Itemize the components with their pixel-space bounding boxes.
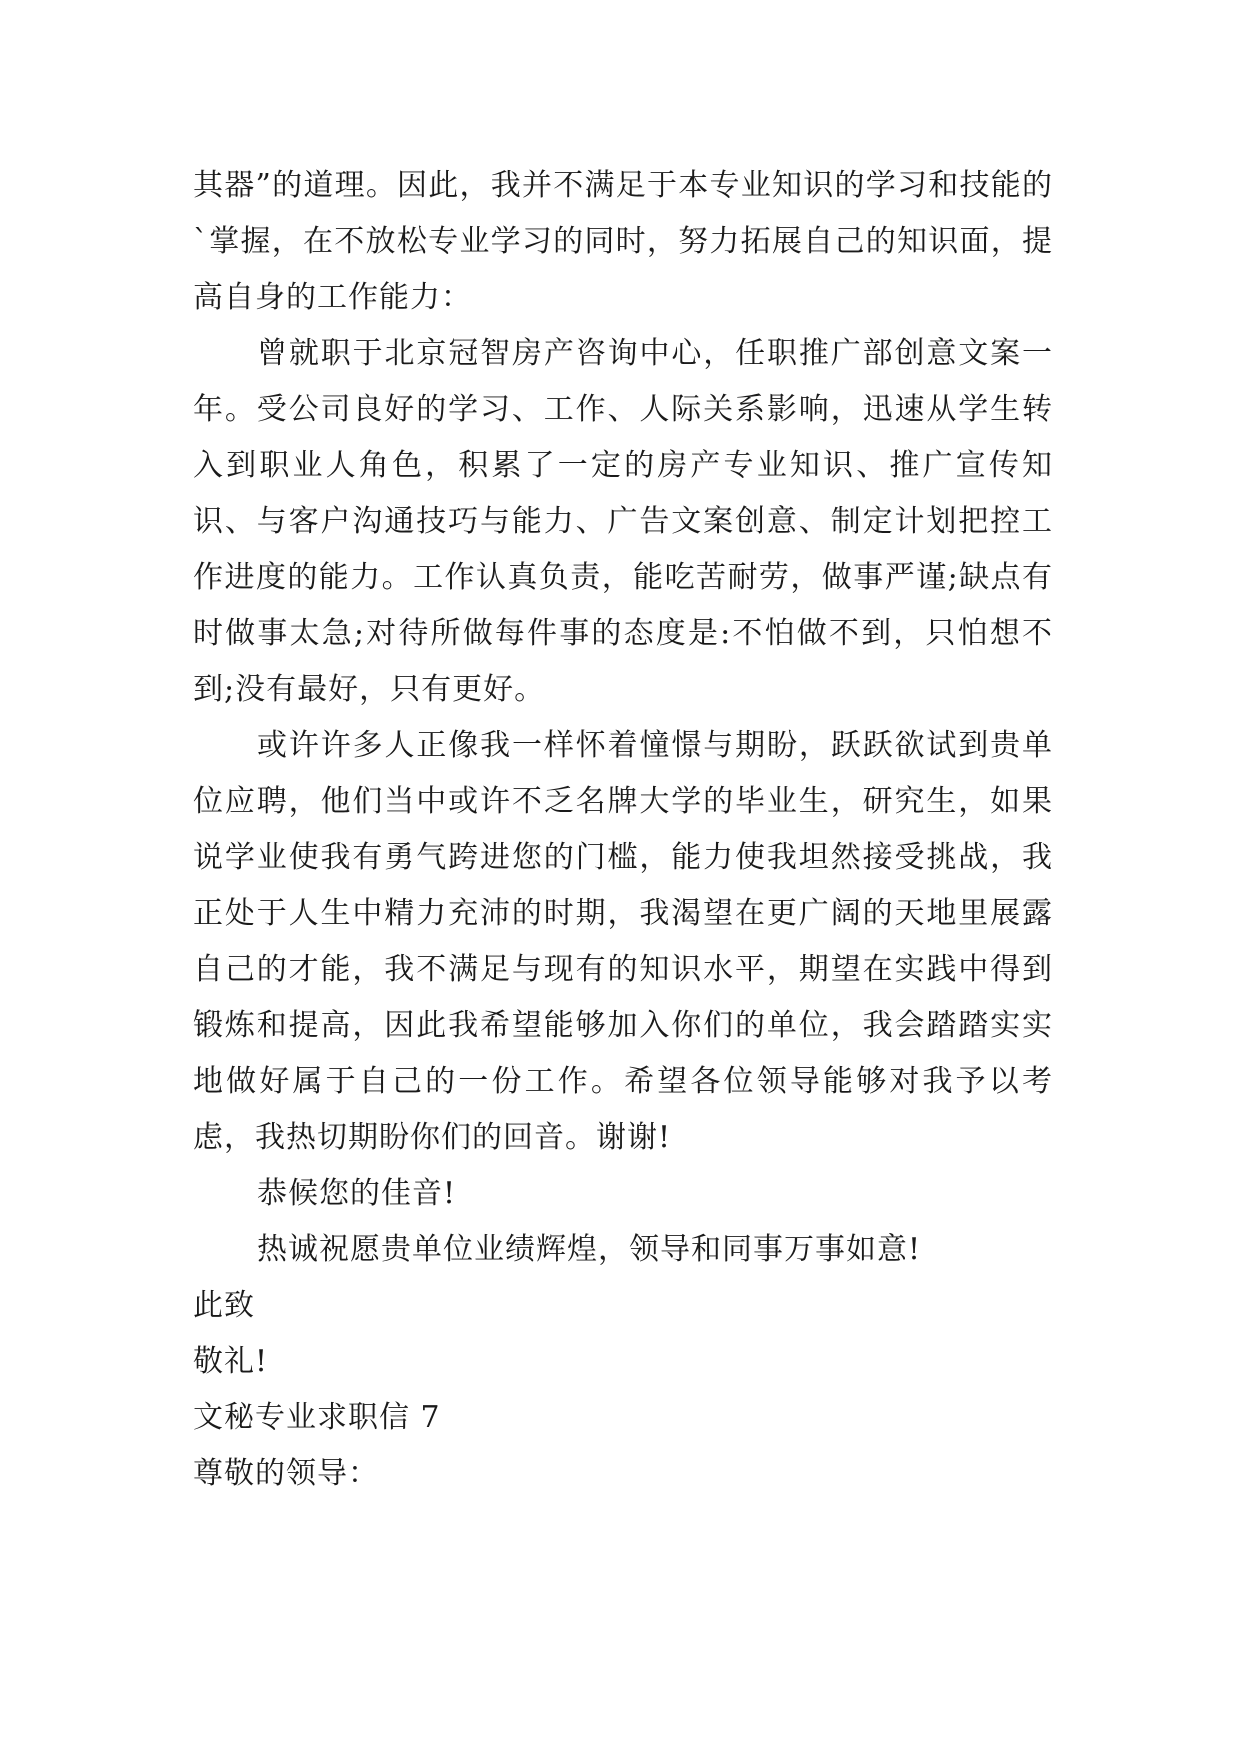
paragraph-awaiting-reply: 恭候您的佳音! — [257, 1176, 457, 1211]
letter-body — [193, 158, 1053, 1502]
salutation-cizhi: 此致 — [193, 1288, 255, 1323]
next-letter-title: 文秘专业求职信 7 — [193, 1400, 441, 1435]
salutation-jingli: 敬礼! — [193, 1344, 269, 1379]
paragraph-work-experience: 曾就职于北京冠智房产咨询中心，任职推广部创意文案一年。受公司良好的学习、工作、人际关系影响，迅速从学生转入到职业人角色，积累了一定的房产专业知识、推广宣传知识、与客户沟通技巧与能力、广告文案创意、制定计划把控工作进度的能力。工作认真负责，能吃苦耐劳，做事严谨;缺点有时做事太急;对待所做每件事的态度是:不怕做不到，只怕想不到;没有最好，只有更好。 — [193, 336, 1053, 707]
next-letter-greeting: 尊敬的领导： — [193, 1456, 379, 1491]
paragraph-best-wishes: 热诚祝愿贵单位业绩辉煌，领导和同事万事如意! — [257, 1232, 922, 1267]
paragraph-application: 或许许多人正像我一样怀着憧憬与期盼，跃跃欲试到贵单位应聘，他们当中或许不乏名牌大学的毕业生，研究生，如果说学业使我有勇气跨进您的门槛，能力使我坦然接受挑战，我正处于人生中精力充沛的时期，我渴望在更广阔的天地里展露自己的才能，我不满足与现有的知识水平，期望在实践中得到锻炼和提高，因此我希望能够加入你们的单位，我会踏踏实实地做好属于自己的一份工作。希望各位领导能够对我予以考虑，我热切期盼你们的回音。谢谢! — [193, 728, 1053, 1155]
paragraph-continuation: 其器”的道理。因此，我并不满足于本专业知识的学习和技能的`掌握，在不放松专业学习的同时，努力拓展自己的知识面，提高自身的工作能力： — [193, 168, 1053, 315]
